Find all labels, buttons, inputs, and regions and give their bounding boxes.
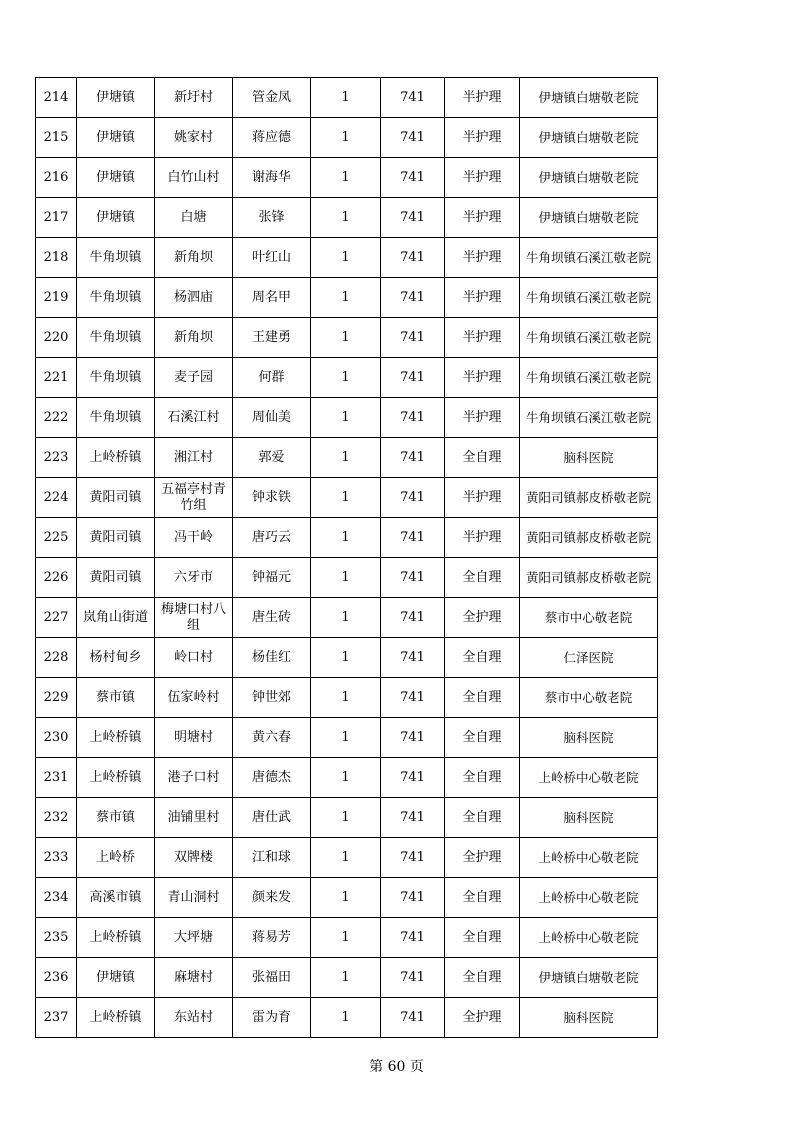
town-cell: 牛角坝镇 (77, 358, 155, 398)
care-level-cell: 半护理 (445, 478, 520, 518)
count-cell: 1 (311, 358, 381, 398)
table-row (36, 318, 658, 358)
village-cell: 五福亭村青竹组 (155, 478, 233, 518)
name-cell: 钟世郊 (233, 678, 311, 718)
count-cell: 1 (311, 198, 381, 238)
name-cell: 钟求铁 (233, 478, 311, 518)
amount-cell: 741 (381, 598, 445, 638)
town-cell: 岚角山街道 (77, 598, 155, 638)
name-cell: 唐仕武 (233, 798, 311, 838)
name-cell: 颜来发 (233, 878, 311, 918)
institution-cell: 仁泽医院 (520, 638, 658, 678)
institution-cell: 脑科医院 (520, 718, 658, 758)
village-cell: 石溪江村 (155, 398, 233, 438)
village-cell: 大坪塘 (155, 918, 233, 958)
name-cell: 王建勇 (233, 318, 311, 358)
table-row (36, 758, 658, 798)
town-cell: 伊塘镇 (77, 198, 155, 238)
town-cell: 上岭桥镇 (77, 918, 155, 958)
institution-cell: 黄阳司镇郝皮桥敬老院 (520, 478, 658, 518)
row-number-cell: 229 (36, 678, 77, 718)
village-cell: 白竹山村 (155, 158, 233, 198)
count-cell: 1 (311, 398, 381, 438)
amount-cell: 741 (381, 478, 445, 518)
town-cell: 牛角坝镇 (77, 278, 155, 318)
row-number-cell: 222 (36, 398, 77, 438)
table-row (36, 158, 658, 198)
amount-cell: 741 (381, 198, 445, 238)
row-number-cell: 235 (36, 918, 77, 958)
row-number-cell: 221 (36, 358, 77, 398)
town-cell: 上岭桥镇 (77, 998, 155, 1038)
amount-cell: 741 (381, 758, 445, 798)
village-cell: 油铺里村 (155, 798, 233, 838)
name-cell: 张福田 (233, 958, 311, 998)
amount-cell: 741 (381, 278, 445, 318)
table-row (36, 678, 658, 718)
care-level-cell: 半护理 (445, 198, 520, 238)
count-cell: 1 (311, 838, 381, 878)
institution-cell: 伊塘镇白塘敬老院 (520, 158, 658, 198)
town-cell: 伊塘镇 (77, 158, 155, 198)
page-number: 第 60 页 (369, 1059, 424, 1075)
institution-cell: 牛角坝镇石溪江敬老院 (520, 358, 658, 398)
institution-cell: 牛角坝镇石溪江敬老院 (520, 398, 658, 438)
name-cell: 蒋易芳 (233, 918, 311, 958)
row-number-cell: 215 (36, 118, 77, 158)
row-number-cell: 237 (36, 998, 77, 1038)
care-level-cell: 半护理 (445, 518, 520, 558)
table-row (36, 358, 658, 398)
village-cell: 明塘村 (155, 718, 233, 758)
village-cell: 冯干岭 (155, 518, 233, 558)
name-cell: 周仙美 (233, 398, 311, 438)
town-cell: 上岭桥 (77, 838, 155, 878)
row-number-cell: 227 (36, 598, 77, 638)
institution-cell: 牛角坝镇石溪江敬老院 (520, 278, 658, 318)
care-level-cell: 全自理 (445, 558, 520, 598)
town-cell: 蔡市镇 (77, 678, 155, 718)
count-cell: 1 (311, 118, 381, 158)
institution-cell: 伊塘镇白塘敬老院 (520, 78, 658, 118)
table-row (36, 638, 658, 678)
town-cell: 高溪市镇 (77, 878, 155, 918)
village-cell: 湘江村 (155, 438, 233, 478)
amount-cell: 741 (381, 798, 445, 838)
care-level-cell: 半护理 (445, 398, 520, 438)
care-level-cell: 全护理 (445, 998, 520, 1038)
table-row (36, 878, 658, 918)
institution-cell: 牛角坝镇石溪江敬老院 (520, 318, 658, 358)
name-cell: 钟福元 (233, 558, 311, 598)
institution-cell: 伊塘镇白塘敬老院 (520, 118, 658, 158)
amount-cell: 741 (381, 878, 445, 918)
town-cell: 伊塘镇 (77, 78, 155, 118)
row-number-cell: 217 (36, 198, 77, 238)
table-row (36, 798, 658, 838)
count-cell: 1 (311, 518, 381, 558)
count-cell: 1 (311, 998, 381, 1038)
village-cell: 东站村 (155, 998, 233, 1038)
village-cell: 港子口村 (155, 758, 233, 798)
amount-cell: 741 (381, 78, 445, 118)
care-level-cell: 全自理 (445, 678, 520, 718)
town-cell: 伊塘镇 (77, 118, 155, 158)
institution-cell: 伊塘镇白塘敬老院 (520, 198, 658, 238)
name-cell: 雷为育 (233, 998, 311, 1038)
village-cell: 麦子园 (155, 358, 233, 398)
institution-cell: 脑科医院 (520, 798, 658, 838)
amount-cell: 741 (381, 118, 445, 158)
care-level-cell: 半护理 (445, 358, 520, 398)
institution-cell: 牛角坝镇石溪江敬老院 (520, 238, 658, 278)
village-cell: 麻塘村 (155, 958, 233, 998)
row-number-cell: 232 (36, 798, 77, 838)
care-level-cell: 全自理 (445, 718, 520, 758)
name-cell: 何群 (233, 358, 311, 398)
village-cell: 六牙市 (155, 558, 233, 598)
name-cell: 江和球 (233, 838, 311, 878)
name-cell: 杨佳红 (233, 638, 311, 678)
institution-cell: 黄阳司镇郝皮桥敬老院 (520, 518, 658, 558)
count-cell: 1 (311, 638, 381, 678)
name-cell: 叶红山 (233, 238, 311, 278)
amount-cell: 741 (381, 958, 445, 998)
institution-cell: 上岭桥中心敬老院 (520, 758, 658, 798)
table-row (36, 278, 658, 318)
data-table (35, 77, 658, 1038)
row-number-cell: 230 (36, 718, 77, 758)
institution-cell: 脑科医院 (520, 998, 658, 1038)
village-cell: 新角坝 (155, 238, 233, 278)
amount-cell: 741 (381, 438, 445, 478)
care-level-cell: 半护理 (445, 78, 520, 118)
table-row (36, 238, 658, 278)
care-level-cell: 全自理 (445, 758, 520, 798)
village-cell: 青山洞村 (155, 878, 233, 918)
town-cell: 上岭桥镇 (77, 718, 155, 758)
care-level-cell: 全自理 (445, 918, 520, 958)
table-row (36, 718, 658, 758)
town-cell: 伊塘镇 (77, 958, 155, 998)
count-cell: 1 (311, 78, 381, 118)
table-body (36, 78, 658, 1038)
village-cell: 杨泗庙 (155, 278, 233, 318)
count-cell: 1 (311, 798, 381, 838)
care-level-cell: 全护理 (445, 598, 520, 638)
village-cell: 岭口村 (155, 638, 233, 678)
count-cell: 1 (311, 718, 381, 758)
table-row (36, 78, 658, 118)
count-cell: 1 (311, 278, 381, 318)
institution-cell: 上岭桥中心敬老院 (520, 918, 658, 958)
row-number-cell: 228 (36, 638, 77, 678)
institution-cell: 脑科医院 (520, 438, 658, 478)
town-cell: 杨村甸乡 (77, 638, 155, 678)
row-number-cell: 236 (36, 958, 77, 998)
table-row (36, 438, 658, 478)
institution-cell: 伊塘镇白塘敬老院 (520, 958, 658, 998)
town-cell: 上岭桥镇 (77, 758, 155, 798)
count-cell: 1 (311, 678, 381, 718)
count-cell: 1 (311, 438, 381, 478)
name-cell: 周名甲 (233, 278, 311, 318)
amount-cell: 741 (381, 998, 445, 1038)
row-number-cell: 220 (36, 318, 77, 358)
row-number-cell: 214 (36, 78, 77, 118)
institution-cell: 上岭桥中心敬老院 (520, 878, 658, 918)
care-level-cell: 全自理 (445, 878, 520, 918)
row-number-cell: 225 (36, 518, 77, 558)
name-cell: 黄六春 (233, 718, 311, 758)
count-cell: 1 (311, 918, 381, 958)
amount-cell: 741 (381, 678, 445, 718)
amount-cell: 741 (381, 558, 445, 598)
care-level-cell: 全自理 (445, 638, 520, 678)
name-cell: 张锋 (233, 198, 311, 238)
table-row (36, 478, 658, 518)
town-cell: 黄阳司镇 (77, 518, 155, 558)
care-level-cell: 半护理 (445, 238, 520, 278)
table-row (36, 518, 658, 558)
town-cell: 牛角坝镇 (77, 238, 155, 278)
name-cell: 唐生砖 (233, 598, 311, 638)
name-cell: 唐德杰 (233, 758, 311, 798)
care-level-cell: 全自理 (445, 798, 520, 838)
count-cell: 1 (311, 478, 381, 518)
table-row (36, 838, 658, 878)
care-level-cell: 全自理 (445, 958, 520, 998)
name-cell: 蒋应德 (233, 118, 311, 158)
care-level-cell: 半护理 (445, 118, 520, 158)
amount-cell: 741 (381, 238, 445, 278)
town-cell: 上岭桥镇 (77, 438, 155, 478)
name-cell: 唐巧云 (233, 518, 311, 558)
table-row (36, 198, 658, 238)
village-cell: 新圩村 (155, 78, 233, 118)
care-level-cell: 半护理 (445, 158, 520, 198)
count-cell: 1 (311, 758, 381, 798)
count-cell: 1 (311, 598, 381, 638)
care-level-cell: 全护理 (445, 838, 520, 878)
amount-cell: 741 (381, 398, 445, 438)
town-cell: 蔡市镇 (77, 798, 155, 838)
town-cell: 黄阳司镇 (77, 558, 155, 598)
table-row (36, 598, 658, 638)
count-cell: 1 (311, 558, 381, 598)
amount-cell: 741 (381, 838, 445, 878)
village-cell: 白塘 (155, 198, 233, 238)
table-row (36, 118, 658, 158)
row-number-cell: 231 (36, 758, 77, 798)
village-cell: 新角坝 (155, 318, 233, 358)
name-cell: 郭爱 (233, 438, 311, 478)
table-row (36, 558, 658, 598)
institution-cell: 蔡市中心敬老院 (520, 598, 658, 638)
amount-cell: 741 (381, 158, 445, 198)
town-cell: 牛角坝镇 (77, 318, 155, 358)
village-cell: 伍家岭村 (155, 678, 233, 718)
amount-cell: 741 (381, 918, 445, 958)
row-number-cell: 219 (36, 278, 77, 318)
institution-cell: 黄阳司镇郝皮桥敬老院 (520, 558, 658, 598)
village-cell: 梅塘口村八组 (155, 598, 233, 638)
count-cell: 1 (311, 958, 381, 998)
name-cell: 谢海华 (233, 158, 311, 198)
village-cell: 双牌楼 (155, 838, 233, 878)
amount-cell: 741 (381, 358, 445, 398)
name-cell: 管金凤 (233, 78, 311, 118)
table-row (36, 958, 658, 998)
amount-cell: 741 (381, 518, 445, 558)
row-number-cell: 218 (36, 238, 77, 278)
row-number-cell: 216 (36, 158, 77, 198)
table-row (36, 998, 658, 1038)
town-cell: 黄阳司镇 (77, 478, 155, 518)
care-level-cell: 全自理 (445, 438, 520, 478)
care-level-cell: 半护理 (445, 318, 520, 358)
count-cell: 1 (311, 878, 381, 918)
amount-cell: 741 (381, 718, 445, 758)
town-cell: 牛角坝镇 (77, 398, 155, 438)
institution-cell: 上岭桥中心敬老院 (520, 838, 658, 878)
row-number-cell: 223 (36, 438, 77, 478)
table-row (36, 918, 658, 958)
care-level-cell: 半护理 (445, 278, 520, 318)
row-number-cell: 233 (36, 838, 77, 878)
count-cell: 1 (311, 238, 381, 278)
amount-cell: 741 (381, 638, 445, 678)
table-row (36, 398, 658, 438)
row-number-cell: 234 (36, 878, 77, 918)
count-cell: 1 (311, 318, 381, 358)
row-number-cell: 224 (36, 478, 77, 518)
count-cell: 1 (311, 158, 381, 198)
row-number-cell: 226 (36, 558, 77, 598)
village-cell: 姚家村 (155, 118, 233, 158)
institution-cell: 蔡市中心敬老院 (520, 678, 658, 718)
amount-cell: 741 (381, 318, 445, 358)
